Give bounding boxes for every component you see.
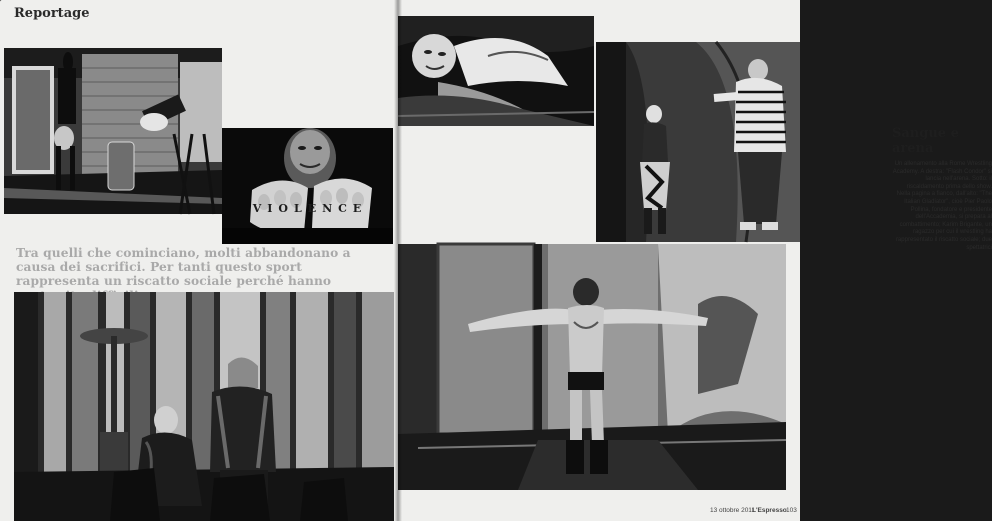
left-page <box>0 0 398 521</box>
folio-date: 13 ottobre 2011 <box>710 507 756 514</box>
caption-body: Un allenamento alla Rome Wrestling Academy. A destra: "Flash Condor" si lancia nell'arena. Sotto: il riscaldamento prima dello show. Nella pagina a fianco, dall'alto: "The Italian Gladiator", cioè Pier Paolo Pollina, fondatore e presidente dell'Accademia, si prepara al combattimento; Karim Brigante, un ragazzo per cui il wrestling ha rappresentato il riscatto sociale; due spettatrici <box>892 161 992 251</box>
photo-knuckle-tattoo <box>222 128 393 244</box>
folio-magazine: L'Espresso <box>752 507 787 514</box>
pull-quote: Tra quelli che cominciano, molti abbandonano a causa dei sacrifici. Per tanti questo sport rappresenta un riscatto sociale perché hanno <box>16 246 351 289</box>
right-page <box>398 0 992 521</box>
photo-gym-training <box>4 48 222 214</box>
photo-warmup <box>398 244 786 490</box>
caption-box <box>892 126 992 252</box>
photo-wrestler-mat <box>398 16 594 126</box>
knuckle-tattoo-text: VIOLENCE <box>252 202 368 215</box>
caption-title: Sangue e arena <box>892 126 959 156</box>
photo-flash-condor <box>596 42 800 242</box>
section-label: Reportage <box>14 6 90 21</box>
photo-spectators <box>14 292 394 521</box>
folio-page-number: 103 <box>786 507 797 514</box>
